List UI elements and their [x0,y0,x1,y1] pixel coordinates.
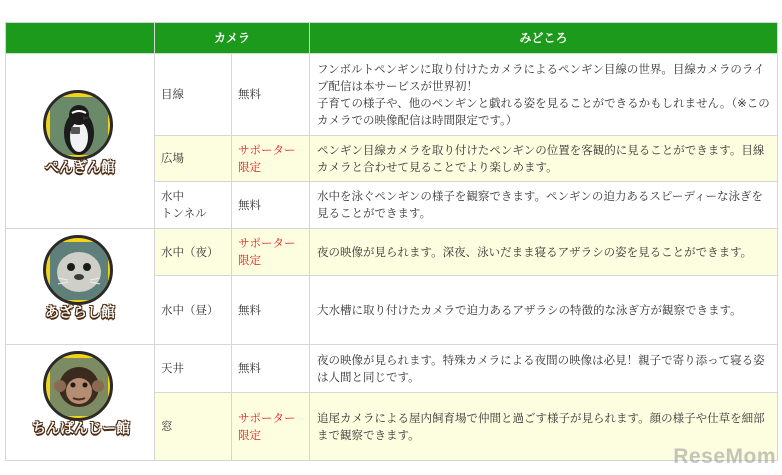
chimpanzee-icon [43,351,113,421]
camera-name: 天井 [155,345,232,393]
camera-description: 大水槽に取り付けたカメラで迫力あるアザラシの特徴的な泳ぎ方が観察できます。 [310,276,778,345]
camera-name: 水中（昼） [155,276,232,345]
header-blank-cell [6,23,155,54]
camera-price: サポーター限定 [232,393,310,461]
penguin-badge [32,84,128,194]
seal-badge [32,229,128,339]
house-penguin [6,54,155,229]
camera-name: 窓 [155,393,232,461]
table-row [6,54,778,136]
watermark-logo: ReseMom [673,445,776,468]
camera-price: 無料 [232,345,310,393]
camera-price: 無料 [232,182,310,229]
header-camera: カメラ [155,23,310,54]
table-row [6,229,778,276]
camera-description: フンボルトペンギンに取り付けたカメラによるペンギン目線の世界。目線カメラのライブ配信は本サービスが世界初！ 子育ての様子や、他のペンギンと戯れる姿を見ることができるかもしれません。（※このカメラでの映像配信は時間限定です。） [310,54,778,136]
camera-description: 水中を泳ぐペンギンの様子を観察できます。ペンギンの迫力あるスピーディーな泳ぎを見ることができます。 [310,182,778,229]
camera-name: 目線 [155,54,232,136]
table-row [6,345,778,393]
camera-description: ペンギン目線カメラを取り付けたペンギンの位置を客観的に見ることができます。目線カメラと合わせて見ることでより楽しめます。 [310,136,778,182]
camera-description: 追尾カメラによる屋内飼育場で仲間と過ごす様子が見られます。顔の様子や仕草を細部まで観察できます。 [310,393,778,461]
camera-price: サポーター限定 [232,136,310,182]
house-chimpanzee [6,345,155,461]
camera-price: 無料 [232,276,310,345]
table-header-row [6,23,778,54]
camera-name: 水中 トンネル [155,182,232,229]
camera-name: 水中（夜） [155,229,232,276]
camera-description: 夜の映像が見られます。深夜、泳いだまま寝るアザラシの姿を見ることができます。 [310,229,778,276]
house-name: ぺんぎん館 [45,159,115,176]
camera-description: 夜の映像が見られます。特殊カメラによる夜間の映像は必見！親子で寄り添って寝る姿は人間と同じです。 [310,345,778,393]
header-highlights: みどころ [310,23,778,54]
camera-price: 無料 [232,54,310,136]
chimpanzee-badge [32,345,128,455]
house-seal [6,229,155,345]
penguin-icon [43,90,113,160]
house-name: ちんぱんじー館 [32,421,130,437]
camera-table [5,22,778,461]
camera-name: 広場 [155,136,232,182]
house-name: あざらし館 [45,305,115,321]
seal-icon [43,235,113,305]
camera-price: サポーター限定 [232,229,310,276]
